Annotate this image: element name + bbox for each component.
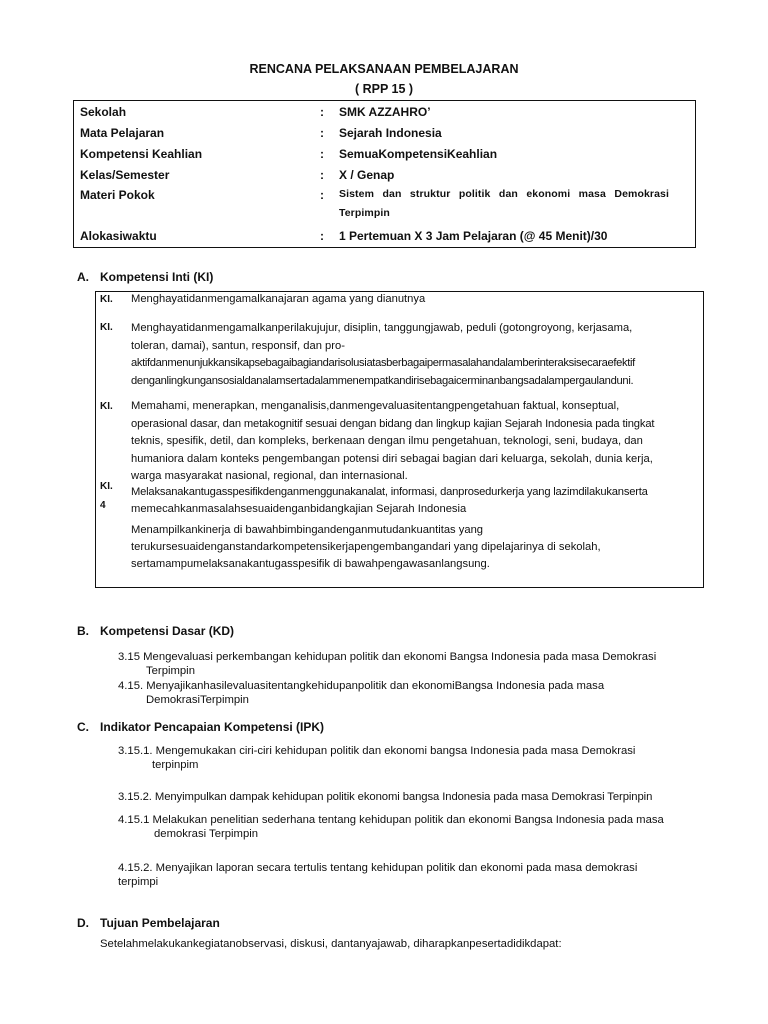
- ki-4-text: [131, 484, 696, 518]
- ipk-item-4152: [118, 861, 703, 889]
- identity-colon: :: [320, 188, 324, 202]
- kd-item-315: [118, 651, 703, 678]
- section-a-letter: A.: [77, 270, 89, 284]
- identity-value-materi-line1: Sistem dan struktur politik dan ekonomi masa Demokrasi: [339, 188, 669, 200]
- ki-code: KI.: [100, 401, 113, 412]
- ki-3-line: teknis, spesifik, detil, dan kompleks, berkenaan dengan ilmu pengetahuan, teknologi, seni, budaya, dan: [131, 435, 643, 447]
- ki-3-line: humaniora dalam konteks pengembangan potensi diri sebagai bagian dari keluarga, sekolah, dunia kerja,: [131, 452, 653, 465]
- kd-item-line: 3.15 Mengevaluasi perkembangan kehidupan politik dan ekonomi Bangsa Indonesia pada masa Demokrasi: [118, 651, 657, 663]
- identity-colon: :: [320, 105, 324, 119]
- ki-3-text: [131, 398, 696, 486]
- ipk-item-3152: [118, 790, 703, 804]
- identity-label-kompetensi: Kompetensi Keahlian: [80, 147, 203, 161]
- ki-code: KI.: [100, 481, 113, 492]
- section-c-letter: C.: [77, 720, 89, 734]
- ki-1-text: [131, 291, 696, 309]
- identity-value-mapel: Sejarah Indonesia: [339, 126, 442, 140]
- ipk-item-line: terpimpi: [118, 876, 159, 888]
- identity-colon: :: [320, 168, 324, 182]
- ki-2-line: denganlingkungansosialdanalamsertadalammenempatkandirisebagaicerminanbangsadalampergaulanduni.: [131, 374, 634, 387]
- section-b-title: Kompetensi Dasar (KD): [100, 624, 235, 638]
- ipk-item-3151: [118, 744, 703, 772]
- ki-4-text-2: [131, 522, 696, 573]
- section-c-title: Indikator Pencapaian Kompetensi (IPK): [100, 720, 325, 734]
- identity-label-mapel: Mata Pelajaran: [80, 126, 165, 140]
- ipk-item-line: terpinpim: [152, 759, 199, 771]
- ki-code: KI.: [100, 322, 113, 333]
- ki-2-text: [131, 320, 696, 390]
- identity-value-materi-line2: Terpimpin: [339, 207, 390, 219]
- section-d-intro: Setelahmelakukankegiatanobservasi, diskusi, dantanyajawab, diharapkanpesertadidikdapat:: [100, 938, 562, 950]
- section-b-letter: B.: [77, 624, 89, 638]
- ipk-item-line: 4.15.1 Melakukan penelitian sederhana tentang kehidupan politik dan ekonomi Bangsa Indonesia pada masa: [118, 814, 664, 826]
- ki-3-line: operasional dasar, dan metakognitif sesuai dengan bidang dan lingkup kajian Sejarah Indonesia pada tingkat: [131, 417, 655, 430]
- identity-value-kelas: X / Genap: [339, 168, 395, 182]
- kd-item-415: [118, 680, 703, 707]
- kd-item-line: Terpimpin: [146, 664, 195, 677]
- ki-1-line: Menghayatidanmengamalkanajaran agama yang dianutnya: [131, 293, 426, 305]
- ki-4b-line: sertamampumelaksanakantugasspesifik di bawahpengawasanlangsung.: [131, 558, 490, 570]
- identity-label-sekolah: Sekolah: [80, 105, 127, 119]
- section-a-title: Kompetensi Inti (KI): [100, 270, 214, 284]
- kd-item-line: 4.15. Menyajikanhasilevaluasitentangkehidupanpolitik dan ekonomiBangsa Indonesia pada masa: [118, 680, 605, 692]
- ki-4-line: memecahkanmasalahsesuaidenganbidangkajian Sejarah Indonesia: [131, 503, 467, 515]
- ipk-item-line: 3.15.1. Mengemukakan ciri-ciri kehidupan politik dan ekonomi bangsa Indonesia pada masa Demokrasi: [118, 745, 636, 757]
- identity-label-alokasi: Alokasiwaktu: [80, 229, 157, 243]
- identity-colon: :: [320, 229, 324, 243]
- ki-code: KI.: [100, 294, 113, 305]
- ki-4b-line: Menampilkankinerja di bawahbimbingandenganmutudankuantitas yang: [131, 524, 484, 536]
- identity-value-kompetensi: SemuaKompetensiKeahlian: [339, 147, 498, 161]
- identity-label-kelas: Kelas/Semester: [80, 168, 170, 182]
- identity-value-sekolah: SMK AZZAHRO’: [339, 105, 431, 119]
- ipk-item-line: 3.15.2. Menyimpulkan dampak kehidupan politik ekonomi bangsa Indonesia pada masa Demokrasi Terpinpin: [118, 791, 653, 803]
- ki-2-line: Menghayatidanmengamalkanperilakujujur, disiplin, tanggungjawab, peduli (gotongroyong, kerjasama,: [131, 322, 633, 334]
- section-d-title: Tujuan Pembelajaran: [100, 916, 220, 930]
- identity-colon: :: [320, 147, 324, 161]
- ki-3-line: warga masyarakat nasional, regional, dan internasional.: [131, 470, 408, 482]
- section-d-letter: D.: [77, 916, 89, 930]
- document-subtitle: ( RPP 15 ): [354, 82, 414, 96]
- ki-3-line: Memahami, menerapkan, menganalisis,danmengevaluasitentangpengetahuan faktual, konseptual,: [131, 400, 620, 412]
- ki-4-line: Melaksanakantugasspesifikdenganmenggunakanalat, informasi, danprosedurkerja yang lazimdilakukanserta: [131, 486, 648, 498]
- ipk-item-4151: [118, 813, 703, 841]
- identity-value-alokasi: 1 Pertemuan X 3 Jam Pelajaran (@ 45 Menit)/30: [339, 229, 608, 243]
- ki-2-line: aktifdanmenunjukkansikapsebagaibagiandarisolusiatasberbagaipermasalahandalamberinteraksisecaraefektif: [131, 357, 635, 369]
- ki-2-line: toleran, damai), santun, responsif, dan pro-: [131, 339, 345, 352]
- ipk-item-line: demokrasi Terpimpin: [154, 828, 259, 840]
- ki-4b-line: terukursesuaidenganstandarkompetensikerjapengembangandari yang dipelajarinya di sekolah,: [131, 541, 601, 553]
- ipk-item-line: 4.15.2. Menyajikan laporan secara tertulis tentang kehidupan politik dan ekonomi pada masa demokrasi: [118, 862, 638, 874]
- ki-code-number: 4: [100, 500, 106, 511]
- kd-item-line: DemokrasiTerpimpin: [146, 693, 249, 706]
- identity-colon: :: [320, 126, 324, 140]
- identity-label-materi: Materi Pokok: [80, 188, 155, 202]
- document-title: RENCANA PELAKSANAAN PEMBELAJARAN: [249, 62, 519, 76]
